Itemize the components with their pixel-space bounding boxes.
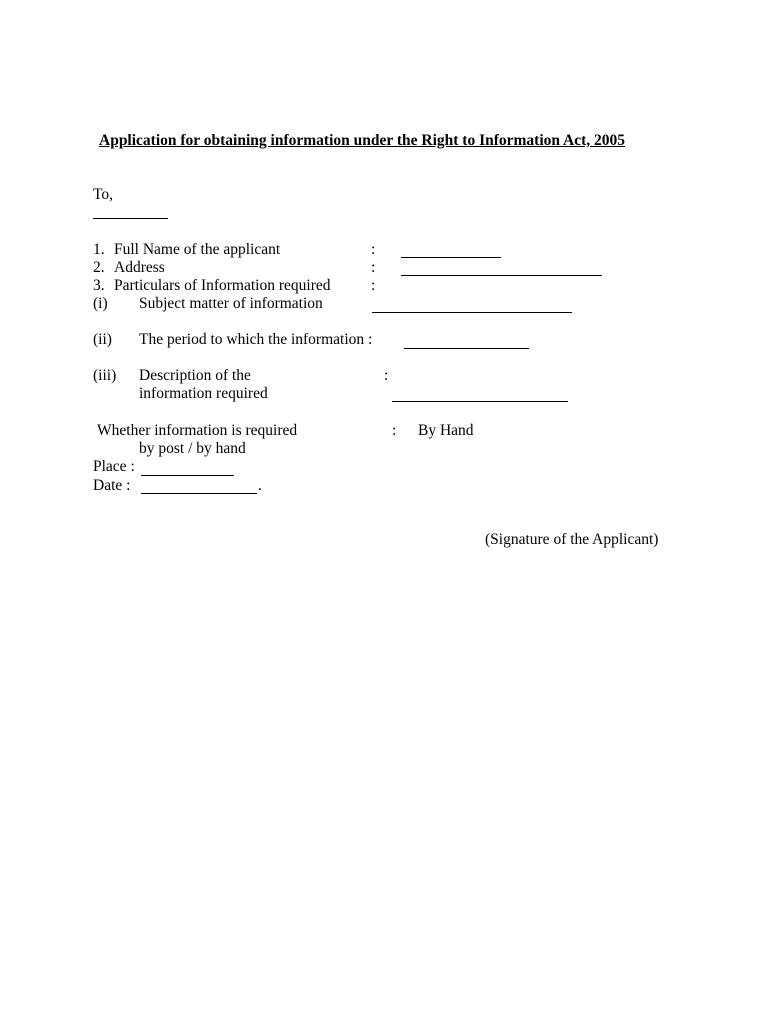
- field-number-particulars: 3.: [93, 277, 105, 294]
- field-number-description: (iii): [93, 367, 117, 384]
- document-title: Application for obtaining information under the Right to Information Act, 2005: [99, 132, 626, 149]
- description-blank: [392, 401, 568, 402]
- field-number-address: 2.: [93, 259, 105, 276]
- subject-blank: [372, 312, 572, 313]
- field-number-full-name: 1.: [93, 241, 105, 258]
- field-label-description-line1: Description of the: [139, 367, 251, 384]
- field-separator-full-name: :: [371, 241, 376, 258]
- date-trailing-period: .: [258, 477, 262, 494]
- place-blank: [141, 475, 234, 476]
- field-label-subject: Subject matter of information: [139, 295, 323, 312]
- field-label-period: The period to which the information :: [139, 331, 373, 348]
- field-label-address: Address: [114, 259, 165, 276]
- date-blank: [141, 493, 257, 494]
- salutation: To,: [93, 186, 114, 203]
- field-separator-particulars: :: [371, 277, 376, 294]
- field-label-delivery-line2: by post / by hand: [139, 440, 246, 457]
- field-label-delivery-line1: Whether information is required: [97, 422, 298, 439]
- field-label-particulars: Particulars of Information required: [114, 277, 331, 294]
- field-label-description-line2: information required: [139, 385, 268, 402]
- field-number-period: (ii): [93, 331, 112, 348]
- address-blank: [401, 275, 602, 276]
- field-label-full-name: Full Name of the applicant: [114, 241, 281, 258]
- addressee-blank: [93, 218, 168, 219]
- field-separator-address: :: [371, 259, 376, 276]
- field-separator-description: :: [384, 367, 389, 384]
- field-number-subject: (i): [93, 295, 108, 312]
- full-name-blank: [401, 257, 501, 258]
- period-blank: [404, 348, 529, 349]
- field-label-date: Date :: [93, 477, 131, 494]
- field-label-place: Place :: [93, 458, 135, 475]
- delivery-value: By Hand: [418, 422, 474, 439]
- field-separator-delivery: :: [392, 422, 397, 439]
- signature-label: (Signature of the Applicant): [485, 531, 659, 548]
